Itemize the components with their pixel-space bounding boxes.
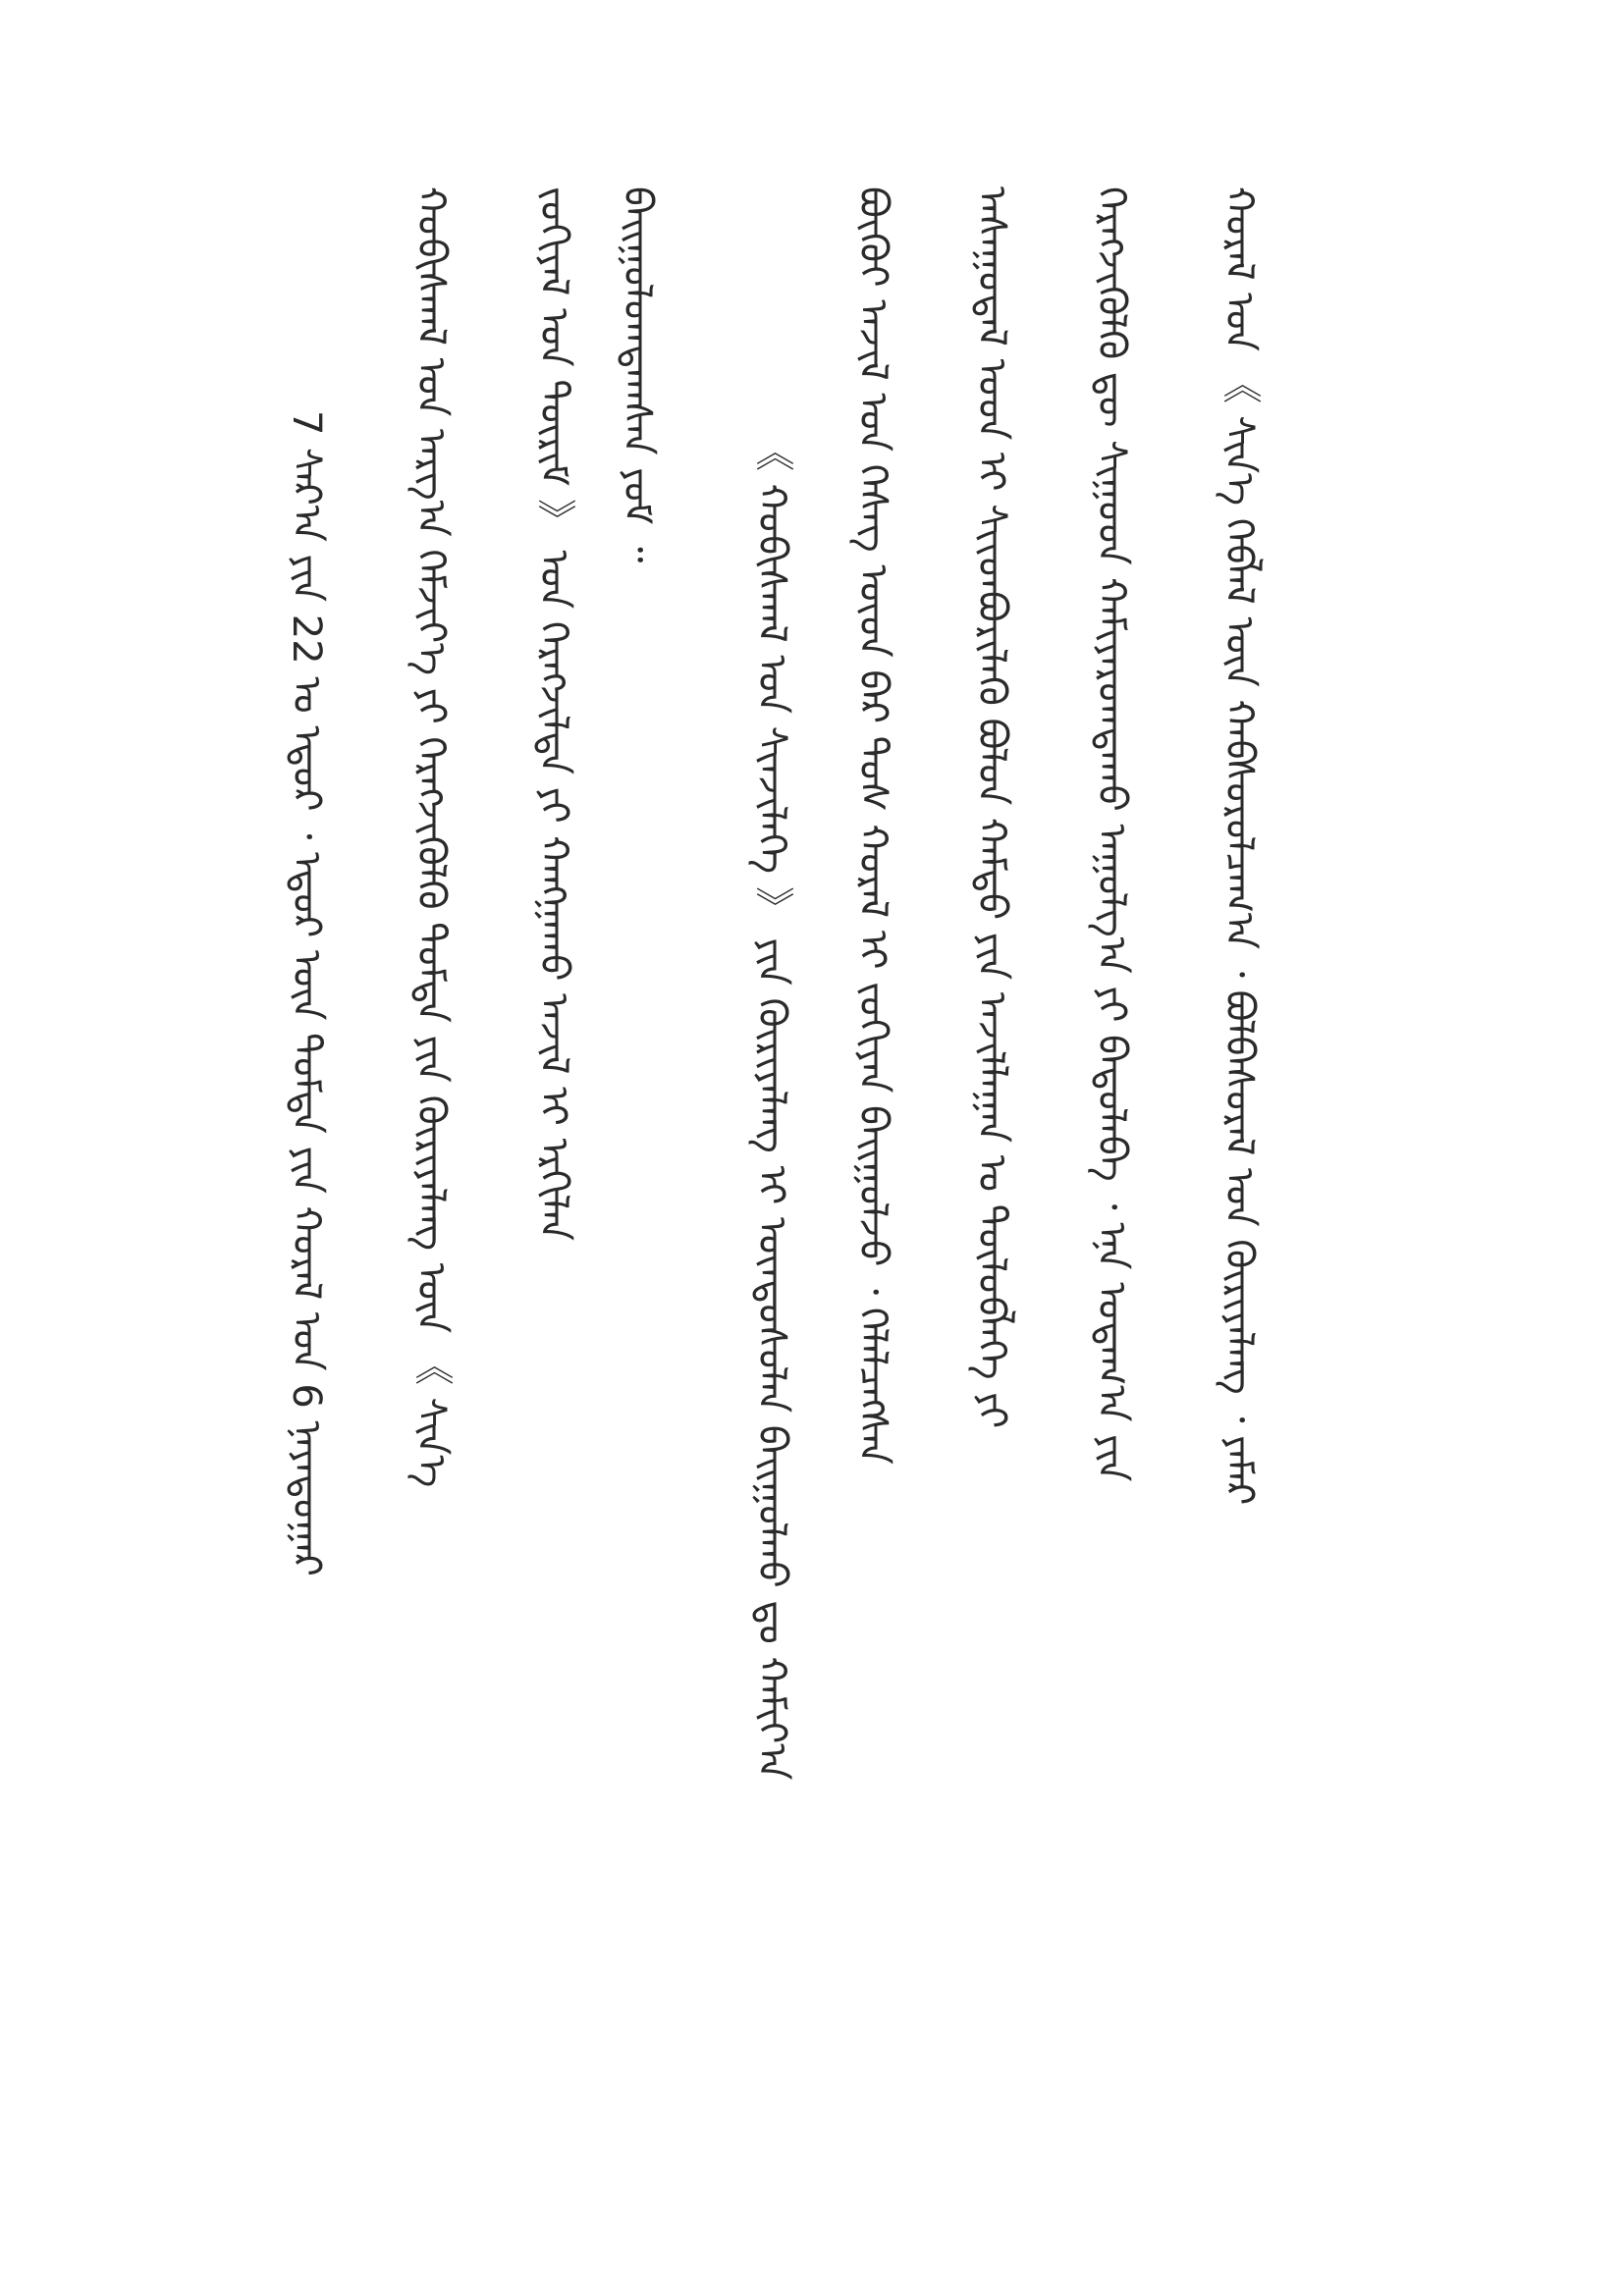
text-column: ᠪᠠᠢᠭᠤᠯᠤᠭᠳᠠᠭᠰᠠᠨ ᠶᠤᠮ ᠃: [615, 187, 660, 563]
text-column: ᠵᠣᠬᠢᠶᠠᠯ ᠤᠨ ᠳᠦᠷᠢᠮ 》 ᠤᠨ ᠬᠡᠷᠡᠭᠵᠢᠯᠲᠡ ᠶᠢ ᠬᠠᠩᠭᠠᠬᠤ ᠠᠵᠢᠯ ᠢ ᠡᠷᠬᠢᠯᠡᠨ: [531, 187, 576, 1242]
text-column: ᠬᠤᠪᠢᠰᠬᠠᠯ ᠤᠨ ᠠᠷᠭ᠎ᠠ ᠬᠡᠮᠵᠢᠶ᠎ᠡ ᠶᠢ ᠬᠡᠷᠡᠭᠵᠢᠭᠦᠯᠬᠦ ᠳᠤᠮᠳᠠ ᠶᠢᠨ ᠬᠦᠷᠢᠶᠡᠯᠡᠩ ᠦᠨ 《 ᠰᠢᠨ᠎ᠡ: [408, 187, 454, 1488]
text-column: ᠬᠡᠷᠡᠭᠵᠢᠭᠦᠯᠬᠦ ᠳᠦ ᠰᠢᠭᠤᠳ ᠬᠠᠮᠢᠶᠠᠷᠤᠭᠳᠠᠬᠤ ᠠᠭᠤᠯᠭ᠎ᠠ ᠶᠢ ᠪᠠᠲᠤᠯᠠᠪᠠ ᠂ ᠡᠨᠡ ᠤᠳᠠᠭ᠎ᠠ ᠶᠢᠨ: [1089, 187, 1134, 1482]
text-column: ᠠᠰᠠᠭᠤᠳᠠᠯ ᠤᠳ ᠢ ᠰᠢᠢᠳᠪᠦᠷᠢᠯᠡᠬᠦ ᠪᠣᠯᠤᠨ ᠬᠠᠮᠲᠤ ᠶᠢᠨ ᠠᠵᠢᠯᠯᠠᠭᠠᠨ ᠤ ᠲᠦᠯᠦᠪᠯᠡᠭᠡ ᠶᠢ: [969, 187, 1014, 1429]
text-column: 7 ᠰᠠᠷ᠎ᠠ ᠶᠢᠨ 22 ᠤ ᠡᠳᠦᠷ ᠂ ᠡᠳᠦᠷ ᠦᠨ ᠳᠤᠮᠳᠠ ᠶᠢᠨ ᠬᠤᠷᠠᠯ ᠤᠨ 6 ᠨᠠᠶᠠᠳᠤᠭᠠᠷ: [284, 410, 329, 1576]
text-column: ᠬᠤᠷᠠᠯ ᠤᠨ 《 ᠰᠢᠨ᠎ᠡ ᠬᠡᠪᠯᠡᠯ ᠦᠨ ᠬᠠᠪᠰᠤᠷᠤᠯᠴᠠᠭ᠎ᠠ ᠂ ᠪᠣᠯᠪᠠᠰᠤᠷᠠᠯ ᠤᠨ ᠬᠦᠷᠢᠶᠡᠯᠡᠩ ᠂ ᠶᠠᠮᠠᠷ: [1217, 187, 1262, 1506]
text-column: 《 ᠬᠤᠪᠢᠰᠬᠠᠯ ᠤᠨ ᠰᠢᠨᠵᠢᠯᠡᠭᠡ 》 ᠶᠢᠨ ᠬᠦᠷᠢᠶᠡᠯᠡᠩ ᠢ ᠦᠨᠳᠦᠰᠦᠯᠡᠨ ᠪᠠᠢᠭᠤᠯᠬᠤ ᠳᠤ ᠬᠠᠮᠢᠶ᠎ᠠ: [749, 432, 794, 1781]
text-column: ᠪᠦᠬᠦᠢ ᠠᠵᠢᠯ ᠤᠨ ᠬᠡᠰᠡᠭ ᠦᠳ ᠪᠡᠷ ᠲᠤᠰ ᠬᠤᠷᠠᠯ ᠢ ᠵᠣᠬᠢᠶᠠᠨ ᠪᠠᠢᠭᠤᠯᠵᠤ ᠂ ᠬᠡᠯᠡᠯᠴᠡᠭᠰᠡᠨ: [850, 187, 895, 1466]
